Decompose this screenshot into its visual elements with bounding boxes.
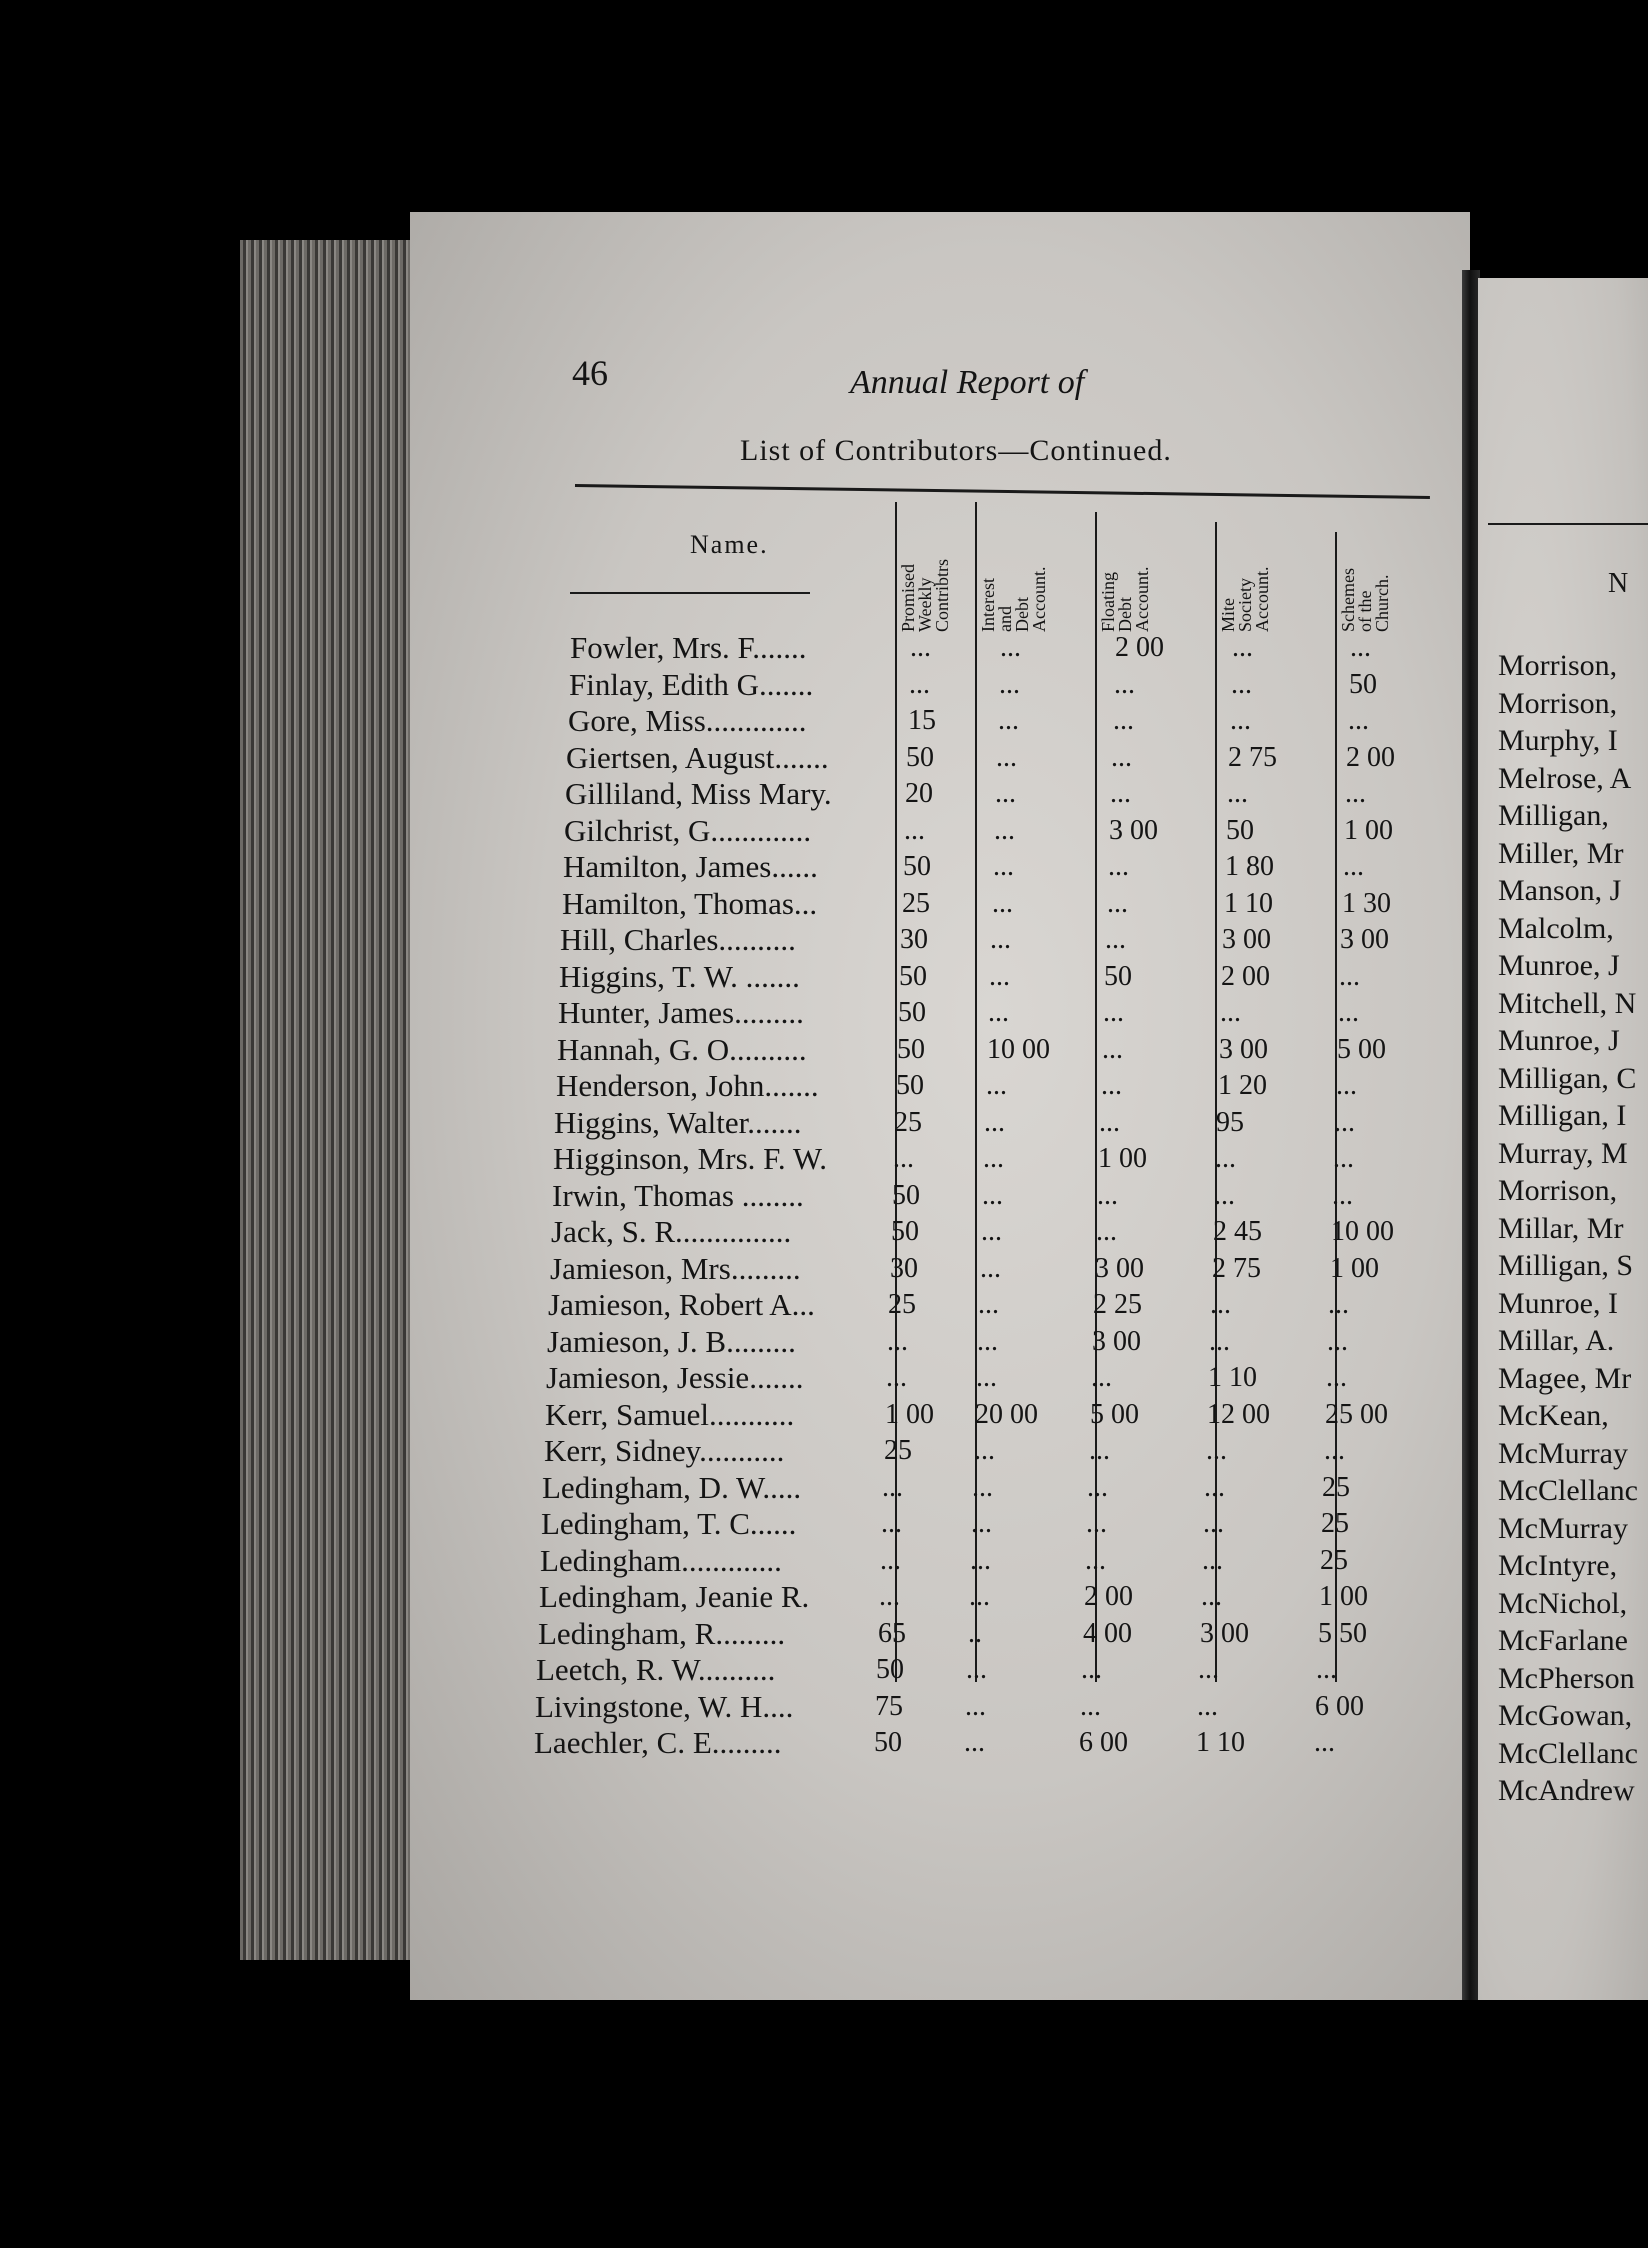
right-page-name: McIntyre, — [1498, 1549, 1618, 1582]
cell-floating: ... — [1102, 1033, 1123, 1065]
contributor-name: Kerr, Samuel........... — [545, 1396, 795, 1432]
cell-interest: ... — [996, 741, 1017, 773]
cell-interest: 10 00 — [987, 1033, 1050, 1065]
cell-floating: ... — [1085, 1544, 1106, 1576]
cell-mite: 95 — [1216, 1106, 1244, 1138]
cell-schemes: ... — [1343, 851, 1364, 882]
cell-mite: 1 10 — [1196, 1727, 1245, 1758]
cell-interest: ... — [981, 1216, 1002, 1247]
cell-mite: ... — [1203, 1508, 1224, 1539]
cell-weekly: 15 — [908, 705, 936, 736]
cell-weekly: 50 — [898, 997, 926, 1028]
contributor-name: Higgins, T. W. ....... — [559, 958, 800, 994]
cell-floating: 50 — [1104, 960, 1132, 992]
cell-weekly: ... — [893, 1143, 914, 1174]
cell-schemes: ... — [1333, 1143, 1354, 1174]
cell-weekly: ... — [886, 1362, 907, 1393]
cell-mite: ... — [1201, 1581, 1222, 1612]
cell-schemes: ... — [1345, 778, 1366, 809]
right-page-name: Millar, Mr — [1498, 1211, 1624, 1245]
cell-weekly: ... — [882, 1471, 903, 1503]
cell-schemes: ... — [1339, 960, 1360, 992]
cell-mite: ... — [1230, 705, 1251, 736]
column-header-interest: Interest and Debt Account. — [978, 566, 1049, 632]
right-page-name: Morrison, — [1498, 686, 1618, 720]
cell-floating: 5 00 — [1090, 1398, 1139, 1430]
right-page-name: Murray, M — [1498, 1136, 1628, 1170]
contributor-name: Fowler, Mrs. F....... — [570, 630, 807, 665]
list-title: List of Contributors—Continued. — [740, 434, 1172, 467]
cell-mite: ... — [1220, 997, 1241, 1028]
cell-weekly: 30 — [900, 924, 928, 955]
right-page-name: Millar, A. — [1498, 1324, 1615, 1357]
cell-schemes: ... — [1328, 1289, 1349, 1320]
cell-schemes: 3 00 — [1340, 924, 1389, 955]
cell-floating: 2 00 — [1115, 632, 1164, 663]
cell-floating: ... — [1101, 1070, 1122, 1101]
cell-floating: ... — [1108, 851, 1129, 882]
cell-schemes: ... — [1350, 632, 1371, 663]
cell-weekly: 50 — [876, 1654, 904, 1685]
contributor-name: Laechler, C. E......... — [534, 1725, 782, 1760]
cell-interest: ... — [966, 1654, 987, 1685]
contributor-name: Hamilton, James...... — [563, 849, 818, 884]
cell-schemes: 5 50 — [1318, 1617, 1367, 1649]
cell-weekly: 50 — [896, 1070, 924, 1101]
cell-interest: ... — [993, 851, 1014, 882]
cell-floating: ... — [1080, 1690, 1101, 1722]
cell-weekly: 1 00 — [885, 1398, 934, 1430]
contributor-name: Hamilton, Thomas... — [562, 885, 818, 921]
cell-floating: ... — [1105, 924, 1126, 955]
cell-weekly: 50 — [874, 1727, 902, 1758]
cell-interest: ... — [992, 887, 1013, 919]
running-head: Annual Report of — [850, 364, 1085, 401]
cell-floating: ... — [1099, 1106, 1120, 1138]
cell-interest: ... — [988, 997, 1009, 1028]
cell-interest: ... — [976, 1362, 997, 1393]
cell-mite: ... — [1204, 1471, 1225, 1503]
right-page-name: Manson, J — [1498, 874, 1622, 907]
cell-interest: ... — [978, 1289, 999, 1320]
left-page — [410, 212, 1470, 2000]
right-page-name: Munroe, I — [1498, 1286, 1618, 1320]
column-header-schemes: Schemes of the Church. — [1338, 568, 1392, 632]
cell-weekly: ... — [887, 1325, 908, 1357]
cell-weekly: 65 — [878, 1617, 906, 1649]
cell-interest: ... — [972, 1471, 993, 1503]
cell-mite: 3 00 — [1219, 1033, 1268, 1065]
cell-interest: ... — [969, 1581, 990, 1612]
contributor-name: Gilliland, Miss Mary. — [565, 776, 832, 811]
cell-weekly: ... — [881, 1508, 902, 1539]
cell-floating: ... — [1097, 1179, 1118, 1211]
cell-floating: 1 00 — [1098, 1143, 1147, 1174]
cell-floating: ... — [1114, 668, 1135, 700]
cell-schemes: ... — [1334, 1106, 1355, 1138]
cell-mite: ... — [1210, 1289, 1231, 1320]
cell-weekly: 75 — [875, 1690, 903, 1722]
cell-mite: ... — [1214, 1179, 1235, 1211]
contributor-name: Ledingham, Jeanie R. — [539, 1579, 810, 1614]
cell-floating: ... — [1096, 1216, 1117, 1247]
cell-schemes: ... — [1336, 1070, 1357, 1101]
cell-floating: 3 00 — [1095, 1252, 1144, 1284]
cell-floating: ... — [1107, 887, 1128, 919]
cell-schemes: ... — [1326, 1362, 1347, 1393]
cell-weekly: 50 — [897, 1033, 925, 1065]
cell-weekly: 50 — [899, 960, 927, 992]
cell-weekly: 25 — [884, 1435, 912, 1466]
right-page-name: McMurray — [1498, 1436, 1628, 1470]
cell-mite: ... — [1206, 1435, 1227, 1466]
cell-schemes: ... — [1316, 1654, 1337, 1685]
right-page-name: Milligan, C — [1498, 1061, 1637, 1095]
cell-mite: 2 75 — [1212, 1252, 1261, 1284]
cell-floating: 3 00 — [1109, 814, 1158, 846]
cell-mite: ... — [1198, 1654, 1219, 1685]
cell-interest: ... — [965, 1690, 986, 1722]
cell-mite: ... — [1202, 1544, 1223, 1576]
cell-schemes: ... — [1314, 1727, 1335, 1758]
right-page-name: Murphy, I — [1498, 724, 1618, 757]
cell-schemes: 25 — [1320, 1544, 1348, 1576]
column-header-weekly: Promised Weekly Contribtrs — [898, 558, 952, 632]
contributor-name: Giertsen, August....... — [566, 739, 829, 775]
cell-interest: ... — [964, 1727, 985, 1758]
cell-interest: ... — [990, 924, 1011, 955]
cell-schemes: 50 — [1349, 668, 1377, 700]
cell-floating: ... — [1110, 778, 1131, 809]
cell-interest: ... — [983, 1143, 1004, 1174]
cell-floating: ... — [1103, 997, 1124, 1028]
cell-schemes: 25 — [1321, 1508, 1349, 1539]
page-number: 46 — [572, 353, 608, 393]
cell-weekly: 50 — [891, 1216, 919, 1247]
cell-mite: 12 00 — [1207, 1398, 1270, 1430]
contributor-name: Hunter, James......... — [558, 995, 804, 1030]
contributor-name: Leetch, R. W.......... — [536, 1652, 776, 1687]
cell-interest: ... — [970, 1544, 991, 1576]
cell-schemes: 25 00 — [1325, 1398, 1388, 1430]
cell-weekly: ... — [879, 1581, 900, 1612]
cell-mite: 1 80 — [1225, 851, 1274, 882]
right-page-name: Magee, Mr — [1498, 1361, 1632, 1395]
cell-interest: ... — [982, 1179, 1003, 1211]
cell-floating: 3 00 — [1092, 1325, 1141, 1357]
contributor-name: Henderson, John....... — [556, 1068, 819, 1103]
contributor-name: Irwin, Thomas ........ — [552, 1177, 804, 1213]
cell-interest: ... — [989, 960, 1010, 992]
cell-mite: ... — [1197, 1690, 1218, 1722]
right-page-name: McPherson — [1498, 1661, 1635, 1695]
contributor-name: Livingstone, W. H.... — [535, 1688, 794, 1724]
top-rule — [575, 484, 1430, 499]
right-page-name: Miller, Mr — [1498, 836, 1624, 870]
contributor-name: Higginson, Mrs. F. W. — [553, 1141, 827, 1176]
cell-mite: ... — [1209, 1325, 1230, 1357]
cell-interest: .. — [968, 1617, 982, 1649]
right-page-name: McKean, — [1498, 1399, 1609, 1432]
contributor-name: Ledingham, D. W..... — [542, 1469, 802, 1505]
right-page-name: McClellanc — [1498, 1736, 1638, 1770]
right-page-name: Mitchell, N — [1498, 986, 1637, 1020]
cell-schemes: 2 00 — [1346, 741, 1395, 773]
cell-interest: ... — [994, 814, 1015, 846]
cell-mite: ... — [1227, 778, 1248, 809]
cell-weekly: 25 — [902, 887, 930, 919]
cell-schemes: ... — [1332, 1179, 1353, 1211]
right-page-name: Milligan, S — [1498, 1249, 1634, 1282]
right-page-name: McNichol, — [1498, 1586, 1628, 1620]
cell-floating: ... — [1087, 1471, 1108, 1503]
cell-schemes: 1 00 — [1344, 814, 1393, 846]
cell-floating: 4 00 — [1083, 1617, 1132, 1649]
right-page-name: McAndrew — [1498, 1774, 1635, 1807]
cell-weekly: ... — [910, 632, 931, 663]
contributor-name: Jamieson, Mrs......... — [550, 1250, 801, 1286]
cell-schemes: 6 00 — [1315, 1690, 1364, 1722]
contributor-name: Gilchrist, G............. — [564, 812, 812, 848]
cell-mite: 2 45 — [1213, 1216, 1262, 1247]
contributor-name: Ledingham, T. C...... — [541, 1506, 797, 1541]
cell-schemes: 10 00 — [1331, 1216, 1394, 1247]
cell-floating: ... — [1086, 1508, 1107, 1539]
cell-weekly: 25 — [894, 1106, 922, 1138]
cell-schemes: 1 00 — [1330, 1252, 1379, 1284]
right-page-rule — [1488, 523, 1648, 525]
right-page — [1478, 278, 1648, 2000]
cell-mite: ... — [1215, 1143, 1236, 1174]
contributor-name: Gore, Miss............. — [568, 703, 807, 738]
cell-floating: ... — [1089, 1435, 1110, 1466]
cell-weekly: 20 — [905, 778, 933, 809]
cell-schemes: 25 — [1322, 1471, 1350, 1503]
cell-interest: ... — [974, 1435, 995, 1466]
cell-floating: 6 00 — [1079, 1727, 1128, 1758]
cell-schemes: ... — [1324, 1435, 1345, 1466]
cell-floating: ... — [1111, 741, 1132, 773]
cell-interest: ... — [998, 705, 1019, 736]
cell-weekly: ... — [880, 1544, 901, 1576]
column-header-mite: Mite Society Account. — [1218, 566, 1272, 632]
contributor-name: Kerr, Sidney........... — [544, 1433, 785, 1468]
cell-mite: 1 20 — [1218, 1070, 1267, 1101]
cell-weekly: 50 — [892, 1179, 920, 1211]
cell-mite: 2 00 — [1221, 960, 1270, 992]
cell-mite: ... — [1232, 632, 1253, 663]
cell-schemes: ... — [1348, 705, 1369, 736]
contributor-name: Ledingham, R......... — [538, 1615, 786, 1651]
cell-interest: ... — [984, 1106, 1005, 1138]
column-header-name: Name. — [690, 530, 769, 559]
cell-mite: ... — [1231, 668, 1252, 700]
cell-interest: ... — [977, 1325, 998, 1357]
contributor-name: Finlay, Edith G....... — [569, 666, 814, 702]
right-page-name: Melrose, A — [1498, 761, 1632, 795]
right-page-name: McFarlane — [1498, 1624, 1628, 1657]
cell-mite: 3 00 — [1222, 924, 1271, 955]
cell-weekly: 50 — [903, 851, 931, 882]
contributor-name: Hill, Charles.......... — [560, 922, 796, 957]
cell-interest: ... — [999, 668, 1020, 700]
contributor-name: Hannah, G. O.......... — [557, 1031, 807, 1067]
header-rule — [570, 592, 810, 594]
right-page-name: Munroe, J — [1498, 1024, 1620, 1057]
cell-weekly: 25 — [888, 1289, 916, 1320]
cell-weekly: ... — [909, 668, 930, 700]
cell-interest: ... — [986, 1070, 1007, 1101]
cell-floating: 2 00 — [1084, 1581, 1133, 1612]
cell-weekly: ... — [904, 814, 925, 846]
contributor-name: Jack, S. R............... — [551, 1214, 792, 1249]
right-page-name: Malcolm, — [1498, 911, 1614, 945]
cell-mite: 3 00 — [1200, 1617, 1249, 1649]
right-page-name: Munroe, J — [1498, 949, 1620, 982]
contributor-name: Jamieson, Jessie....... — [546, 1360, 804, 1395]
cell-interest: ... — [1000, 632, 1021, 663]
cell-mite: 2 75 — [1228, 741, 1277, 773]
cell-floating: ... — [1091, 1362, 1112, 1393]
contributor-name: Higgins, Walter....... — [554, 1104, 802, 1140]
cell-interest: ... — [980, 1252, 1001, 1284]
right-page-name: McMurray — [1498, 1511, 1628, 1545]
cell-schemes: 1 00 — [1319, 1581, 1368, 1612]
contributor-name: Jamieson, J. B......... — [547, 1323, 796, 1359]
right-page-name: Milligan, I — [1498, 1099, 1627, 1132]
right-page-column-header: N — [1608, 568, 1629, 599]
contributor-name: Ledingham............. — [540, 1542, 782, 1578]
right-page-name: Milligan, — [1498, 799, 1609, 832]
cell-interest: 20 00 — [975, 1398, 1038, 1430]
cell-floating: ... — [1081, 1654, 1102, 1685]
right-page-name: Morrison, — [1498, 649, 1618, 682]
cell-mite: 1 10 — [1208, 1362, 1257, 1393]
cell-mite: 1 10 — [1224, 887, 1273, 919]
cell-schemes: 5 00 — [1337, 1033, 1386, 1065]
column-header-floating: Floating Debt Account. — [1098, 566, 1152, 632]
cell-weekly: 50 — [906, 741, 934, 773]
cell-interest: ... — [971, 1508, 992, 1539]
cell-schemes: ... — [1327, 1325, 1348, 1357]
cell-floating: 2 25 — [1093, 1289, 1142, 1320]
cell-weekly: 30 — [890, 1252, 918, 1284]
cell-schemes: ... — [1338, 997, 1359, 1028]
right-page-name: McGowan, — [1498, 1699, 1633, 1732]
right-page-name: Morrison, — [1498, 1174, 1618, 1207]
right-page-name: McClellanc — [1498, 1474, 1638, 1507]
cell-schemes: 1 30 — [1342, 887, 1391, 919]
cell-interest: ... — [995, 778, 1016, 809]
contributor-name: Jamieson, Robert A... — [548, 1287, 815, 1322]
cell-mite: 50 — [1226, 814, 1254, 846]
cell-floating: ... — [1113, 705, 1134, 736]
